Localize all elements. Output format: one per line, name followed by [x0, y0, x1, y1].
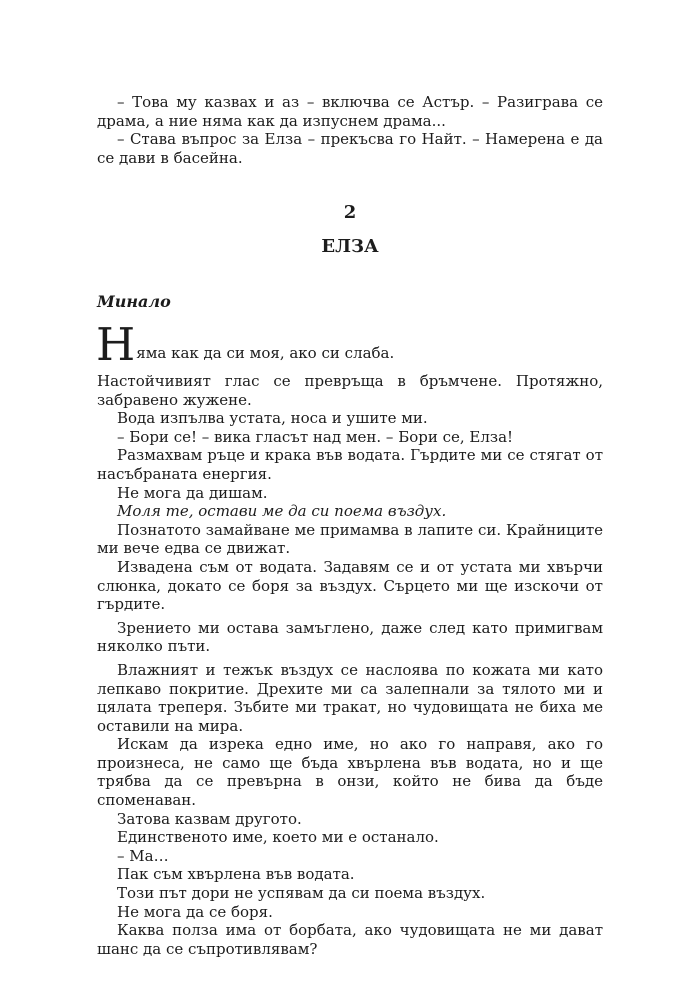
opening-text: яма как да си моя, ако си слаба.	[136, 344, 395, 362]
paragraph: Каква полза има от борбата, ако чудовищата не ми дават шанс да се съпротивлявам?	[97, 921, 603, 958]
paragraph: Влажният и тежък въздух се наслоява по кожата ми като лепкаво покритие. Дрехите ми са залепнали за тялото ми и цялата треперя. Зъбите ми тракат, но чудовищата не биха ме оставили на мира.	[97, 660, 603, 735]
section-label: Минало	[97, 292, 171, 311]
opening-paragraph	[96, 318, 603, 371]
opening-block	[96, 318, 603, 371]
paragraph: Не мога да се боря.	[117, 902, 273, 921]
chapter-title: ЕЛЗА	[321, 236, 379, 257]
paragraph: Затова казвам другото.	[117, 809, 302, 828]
paragraph: – Това му казвах и аз – включва се Астър. – Разиграва се драма, а ние няма как да изпуснем драма...	[97, 93, 603, 130]
paragraph: Размахвам ръце и крака във водата. Гърдите ми се стягат от насъбраната енергия.	[97, 446, 603, 483]
body-text-block	[97, 372, 603, 958]
paragraph: Познатото замайване ме примамва в лапите си. Крайниците ми вече едва се движат.	[97, 520, 603, 558]
paragraph: Зрението ми остава замъглено, даже след като примигвам няколко пъти.	[97, 618, 603, 656]
top-text-block	[97, 93, 603, 167]
paragraph: – Бори се! – вика гласът над мен. – Бори се, Елза!	[117, 427, 514, 446]
paragraph: Единственото име, което ми е останало.	[117, 828, 439, 847]
paragraph: Този път дори не успявам да си поема въздух.	[117, 884, 486, 903]
paragraph: Вода изпълва устата, носа и ушите ми.	[117, 409, 428, 428]
paragraph: – Ма…	[117, 846, 169, 865]
paragraph: Не мога да дишам.	[117, 483, 268, 502]
drop-cap: Н	[96, 318, 136, 371]
chapter-number: 2	[343, 202, 357, 223]
paragraph: Пак съм хвърлена във водата.	[117, 865, 355, 884]
paragraph: Извадена съм от водата. Задавям се и от устата ми хвърчи слюнка, докато се боря за въздух. Сърцето ми ще изскочи от гърдите.	[97, 557, 603, 614]
paragraph: – Става въпрос за Елза – прекъсва го Найт. – Намерена е да се дави в басейна.	[97, 130, 603, 167]
paragraph-italic: Моля те, остави ме да си поема въздух.	[117, 502, 447, 521]
paragraph: Настойчивият глас се превръща в бръмчене. Протяжно, забравено жужене.	[97, 372, 603, 409]
paragraph: Искам да изрека едно име, но ако го направя, ако го произнеса, не само ще бъда хвърлена във водата, но и ще трябва да се превърна в онзи, който не бива да бъде споменаван.	[97, 735, 603, 810]
